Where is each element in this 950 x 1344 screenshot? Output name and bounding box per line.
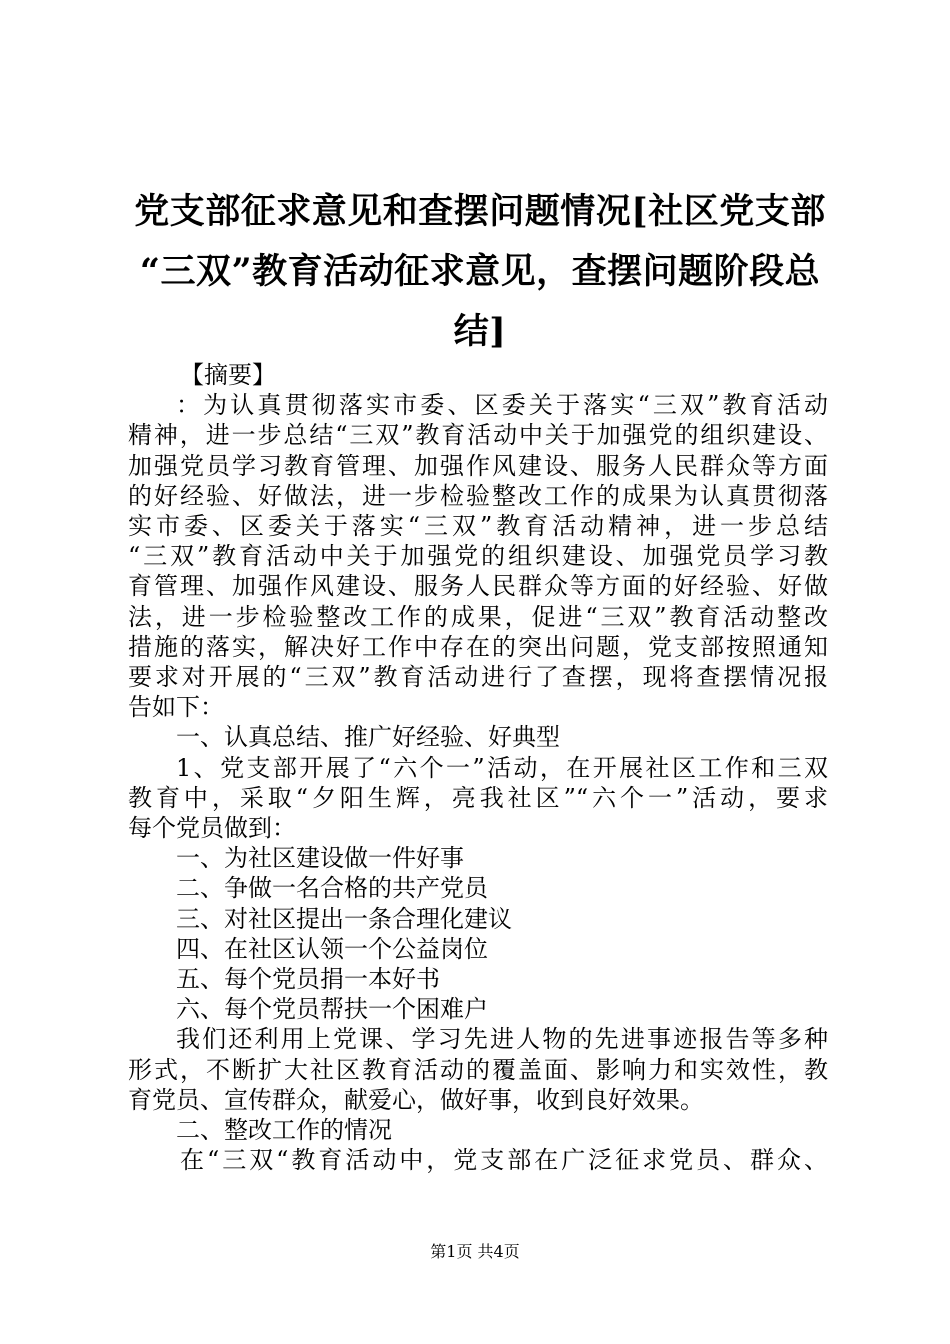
paragraph-line: 要求对开展的“三双”教育活动进行了查摆，现将查摆情况报 (128, 663, 828, 692)
title-line: 结] (453, 311, 507, 352)
list-item: 四、在社区认领一个公益岗位 (176, 934, 488, 963)
paragraph-line: 每个党员做到： (128, 814, 296, 843)
paragraph-line: 我们还利用上党课、学习先进人物的先进事迹报告等多种 (176, 1025, 828, 1054)
paragraph-line: 法，进一步检验整改工作的成果，促进“三双”教育活动整改 (128, 602, 828, 631)
paragraph-line: 实市委、区委关于落实“三双”教育活动精神，进一步总结 (128, 512, 828, 541)
paragraph-line: “三双”教育活动中关于加强党的组织建设、加强党员学习教 (128, 542, 828, 571)
document-title (120, 182, 840, 362)
paragraph-line: 措施的落实，解决好工作中存在的突出问题，党支部按照通知 (128, 632, 828, 661)
page-footer: 第1页 共4页 (430, 1242, 520, 1261)
list-item: 六、每个党员帮扶一个困难户 (176, 995, 488, 1024)
paragraph-line: 加强党员学习教育管理、加强作风建设、服务人民群众等方面 (128, 451, 828, 480)
paragraph-line: 教育中，采取“夕阳生辉，亮我社区”“六个一”活动，要求 (128, 783, 828, 812)
paragraph-line: 告如下： (128, 693, 224, 722)
list-item: 二、争做一名合格的共产党员 (176, 874, 488, 903)
paragraph-line: 1、党支部开展了“六个一”活动，在开展社区工作和三双 (176, 753, 828, 782)
paragraph-line: 育党员、宣传群众，献爱心，做好事，收到良好效果。 (128, 1085, 704, 1114)
list-item: 一、为社区建设做一件好事 (176, 844, 464, 873)
title-line: “三双”教育活动征求意见，查摆问题阶段总 (139, 251, 821, 292)
paragraph-line: 形式，不断扩大社区教育活动的覆盖面、影响力和实效性，教 (128, 1055, 828, 1084)
paragraph-line: 的好经验、好做法，进一步检验整改工作的成果为认真贯彻落 (128, 481, 828, 510)
list-item: 五、每个党员捐一本好书 (176, 965, 440, 994)
title-line: 党支部征求意见和查摆问题情况[社区党支部 (134, 191, 826, 232)
paragraph-line: 育管理、加强作风建设、服务人民群众等方面的好经验、好做 (128, 572, 828, 601)
paragraph-line: ：为认真贯彻落实市委、区委关于落实“三双”教育活动 (176, 391, 828, 420)
section-heading: 二、整改工作的情况 (176, 1116, 392, 1145)
paragraph-line: 精神，进一步总结“三双”教育活动中关于加强党的组织建设、 (128, 421, 828, 450)
abstract-label: 【摘要】 (180, 361, 276, 389)
list-item: 三、对社区提出一条合理化建议 (176, 904, 512, 933)
paragraph-line: 在“三双“教育活动中，党支部在广泛征求党员、群众、 (180, 1146, 828, 1175)
document-body (128, 360, 828, 1175)
section-heading: 一、认真总结、推广好经验、好典型 (176, 723, 560, 752)
